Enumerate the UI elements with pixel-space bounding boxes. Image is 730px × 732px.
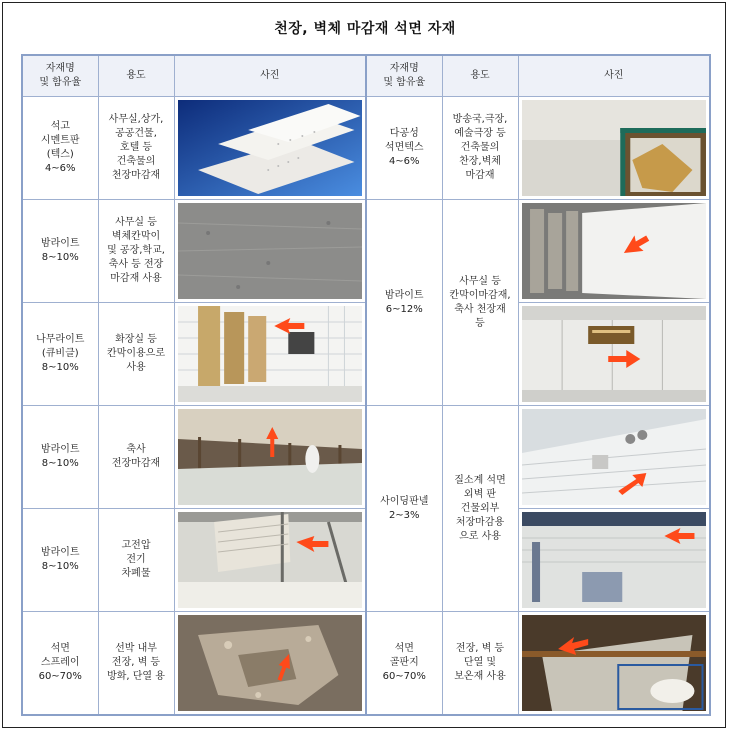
material-photo [518, 97, 710, 200]
material-name: 나무라이트 (큐비클) 8~10% [22, 303, 98, 406]
material-photo [518, 612, 710, 716]
material-use: 사무실 등 칸막이마감재, 축사 천장재 등 [442, 200, 518, 406]
material-name: 석고 시멘트판 (텍스) 4~6% [22, 97, 98, 200]
material-use: 전장, 벽 등 단열 및 보온재 사용 [442, 612, 518, 716]
material-photo [174, 97, 366, 200]
material-use: 사무실,상가, 공공건물, 호텔 등 건축물의 천장마감재 [98, 97, 174, 200]
asbestos-materials-table [21, 54, 711, 716]
material-name: 사이딩판넬 2~3% [366, 406, 442, 612]
material-use: 사무실 등 벽체칸막이 및 공장,학교, 축사 등 전장 마감재 사용 [98, 200, 174, 303]
table-row [22, 612, 710, 716]
material-photo [174, 406, 366, 509]
material-photo [174, 612, 366, 716]
header-name: 자재명 및 함유율 [22, 55, 98, 97]
material-name: 밤라이트 6~12% [366, 200, 442, 406]
material-name: 밤라이트 8~10% [22, 200, 98, 303]
header-name: 자재명 및 함유율 [366, 55, 442, 97]
material-use: 질소계 석면 외벽 판 건물외부 처장마감용 으로 사용 [442, 406, 518, 612]
material-use: 방송국,극장, 예술극장 등 건축물의 찬장,벽체 마감재 [442, 97, 518, 200]
header-use: 용도 [442, 55, 518, 97]
material-name: 석면 골판지 60~70% [366, 612, 442, 716]
header-use: 용도 [98, 55, 174, 97]
material-photo [518, 303, 710, 406]
material-use: 화장실 등 칸막이용으로 사용 [98, 303, 174, 406]
header-photo: 사진 [518, 55, 710, 97]
material-name: 밤라이트 8~10% [22, 509, 98, 612]
material-name: 석면 스프레이 60~70% [22, 612, 98, 716]
header-row [22, 55, 710, 97]
material-use: 축사 전장마감재 [98, 406, 174, 509]
material-photo [518, 200, 710, 303]
material-use: 고전압 전기 차폐물 [98, 509, 174, 612]
table-row [22, 406, 710, 509]
header-photo: 사진 [174, 55, 366, 97]
table-row [22, 200, 710, 303]
table-row [22, 97, 710, 200]
material-photo [518, 509, 710, 612]
material-photo [518, 406, 710, 509]
page-title: 천장, 벽체 마감재 석면 자재 [274, 21, 456, 37]
material-use: 선박 내부 전장, 벽 등 방화, 단열 용 [98, 612, 174, 716]
material-name: 밤라이트 8~10% [22, 406, 98, 509]
material-name: 다공성 석면텍스 4~6% [366, 97, 442, 200]
material-photo [174, 303, 366, 406]
material-photo [174, 509, 366, 612]
material-photo [174, 200, 366, 303]
